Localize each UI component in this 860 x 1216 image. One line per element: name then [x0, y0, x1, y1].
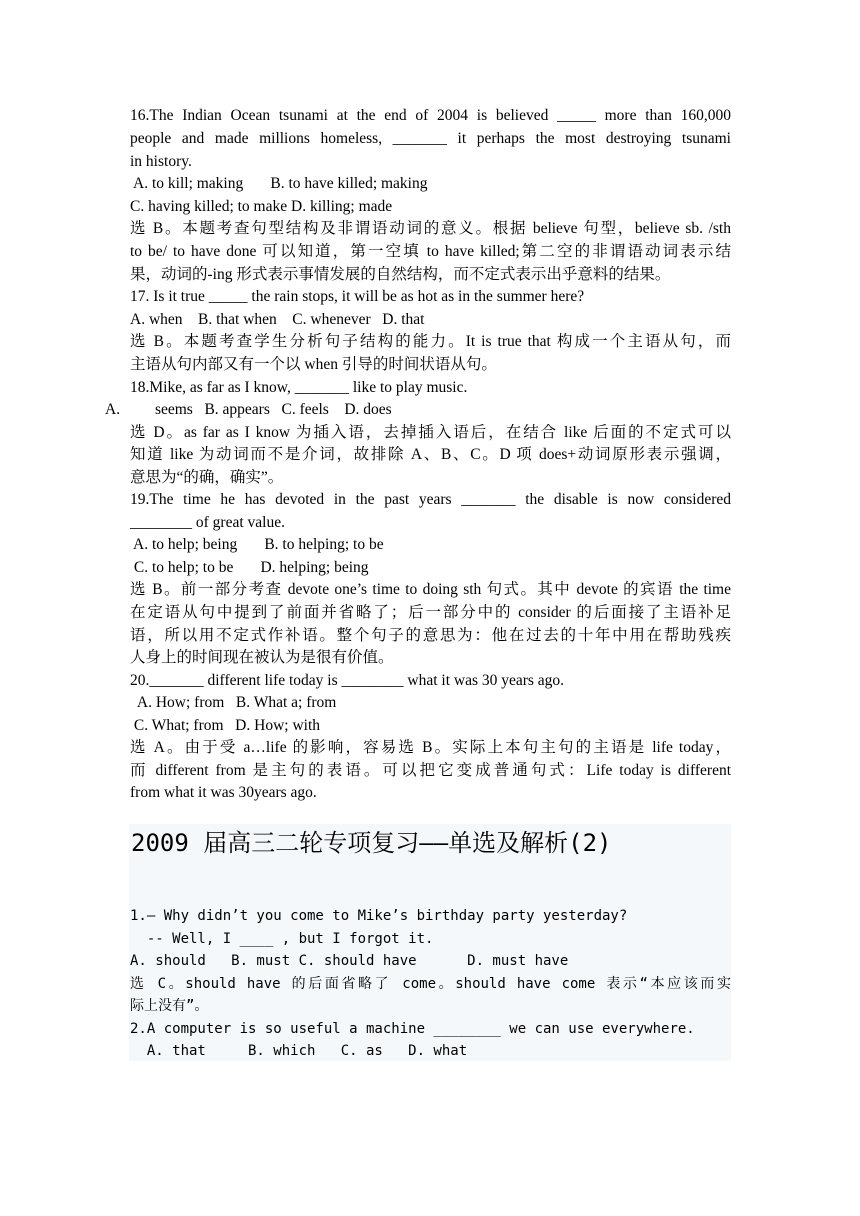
q16-line-1: 16.The Indian Ocean tsunami at the end of 2004 is believed _____ more than 160,000 — [130, 107, 731, 124]
q16-line-3: in history. — [130, 153, 192, 170]
q16-answer-1: 选 B。本题考查句型结构及非谓语动词的意义。根据 believe 句型，believe sb. /sth — [130, 220, 731, 237]
q16-answer-2: to be/ to have done 可以知道，第一空填 to have killed;第二空的非谓语动词表示结 — [130, 243, 731, 260]
q19-answer-4: 人身上的时间现在被认为是很有价值。 — [130, 649, 394, 666]
q18-line-1: 18.Mike, as far as I know, _______ like to play music. — [130, 379, 468, 396]
q18-answer-1: 选 D。as far as I know 为插入语，去掉插入语后，在结合 like 后面的不定式可以 — [130, 424, 731, 441]
q19-line-1: 19.The time he has devoted in the past years _______ the disable is now considered — [130, 491, 731, 508]
section2-heading: 2009 届高三二轮专项复习——单选及解析(2) — [131, 829, 612, 857]
q19-options-1: A. to help; being B. to helping; to be — [130, 536, 384, 553]
q16-answer-3: 果，动词的-ing 形式表示事情发展的自然结构，而不定式表示出乎意料的结果。 — [130, 266, 671, 283]
q20-answer-2: 而 different from 是主句的表语。可以把它变成普通句式：Life today is different — [130, 762, 731, 779]
q17-answer-2: 主语从句内部又有一个以 when 引导的时间状语从句。 — [130, 356, 497, 373]
q20-line-1: 20._______ different life today is ________ what it was 30 years ago. — [130, 672, 565, 689]
q16-options-2: C. having killed; to make D. killing; made — [130, 198, 393, 215]
q20-answer-1: 选 A。由于受 a…life 的影响，容易选 B。实际上本句主句的主语是 life today， — [130, 739, 731, 756]
s2-q2-line-1: 2.A computer is so useful a machine ________ we can use everywhere. — [130, 1021, 695, 1037]
q20-options-1: A. How; from B. What a; from — [130, 694, 337, 711]
q16-options-1: A. to kill; making B. to have killed; making — [130, 175, 428, 192]
q20-options-2: C. What; from D. How; with — [130, 717, 321, 734]
s2-q1-answer-1: 选 C。should have 的后面省略了 come。should have come 表示“本应该而实 — [130, 976, 731, 992]
q19-answer-3: 语，所以用不定式作补语。整个句子的意思为：他在过去的十年中用在帮助残疾 — [130, 627, 731, 644]
q17-options-1: A. when B. that when C. whenever D. that — [130, 311, 425, 328]
q20-answer-3: from what it was 30years ago. — [130, 784, 317, 801]
s2-q1-options-1: A. should B. must C. should have D. must have — [130, 953, 569, 969]
q16-line-2: people and made millions homeless, _______ it perhaps the most destroying tsunami — [130, 130, 731, 147]
s2-q1-line-1: 1.— Why didn’t you come to Mike’s birthday party yesterday? — [130, 908, 628, 924]
q19-answer-1: 选 B。前一部分考查 devote one’s time to doing sth 句式。其中 devote 的宾语 the time — [130, 581, 731, 598]
q18-options-1: A. seems B. appears C. feels D. does — [105, 401, 392, 418]
q18-answer-3: 意思为“的确，确实”。 — [130, 469, 284, 486]
q17-line-1: 17. Is it true _____ the rain stops, it will be as hot as in the summer here? — [130, 288, 585, 305]
s2-q1-line-2: -- Well, I ____ , but I forgot it. — [130, 931, 434, 947]
s2-q1-answer-2: 际上没有”。 — [130, 998, 209, 1014]
q17-answer-1: 选 B。本题考查学生分析句子结构的能力。It is true that 构成一个主语从句，而 — [130, 333, 731, 350]
q19-line-2: ________ of great value. — [130, 514, 285, 531]
q18-answer-2: 知道 like 为动词而不是介词，故排除 A、B、C。D 项 does+动词原形表示强调， — [130, 446, 731, 463]
s2-q2-options-1: A. that B. which C. as D. what — [130, 1043, 468, 1059]
q19-answer-2: 在定语从句中提到了前面并省略了；后一部分中的 consider 的后面接了主语补足 — [130, 604, 731, 621]
q19-options-2: C. to help; to be D. helping; being — [130, 559, 369, 576]
